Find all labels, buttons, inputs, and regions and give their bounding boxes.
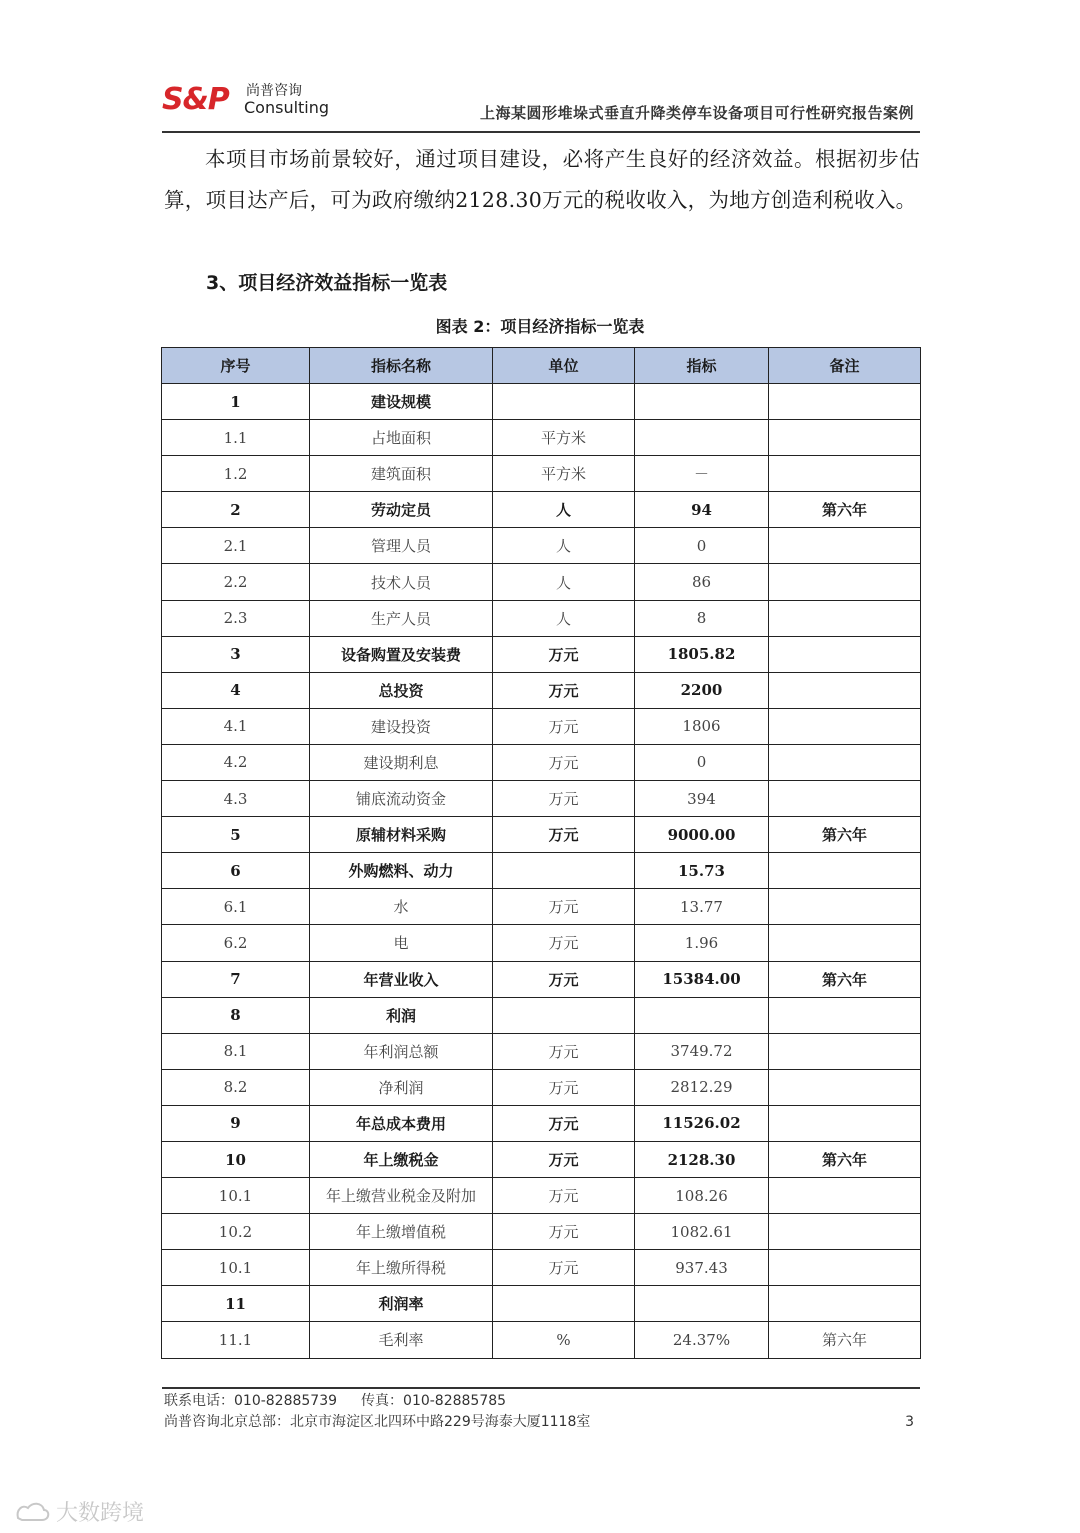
row-number-cell: 6: [162, 853, 310, 889]
unit-cell: 万元: [493, 1250, 635, 1286]
company-logo: [162, 78, 332, 118]
table-row: [162, 1250, 921, 1286]
table-row: [162, 672, 921, 708]
table-caption: 图表 2：项目经济指标一览表: [435, 317, 645, 336]
table-row: [162, 492, 921, 528]
row-number-cell: 1.1: [162, 420, 310, 456]
unit-cell: 平方米: [493, 456, 635, 492]
value-cell: 1082.61: [635, 1214, 769, 1250]
indicator-name-cell: 生产人员: [310, 600, 493, 636]
header-cell: 指标名称: [310, 348, 493, 384]
indicator-name-cell: 劳动定员: [310, 492, 493, 528]
table-row: [162, 1178, 921, 1214]
intro-paragraph: 本项目市场前景较好，通过项目建设，必将产生良好的经济效益。根据初步估算，项目达产后，可为政府缴纳2128.30万元的税收收入，为地方创造利税收入。: [164, 147, 920, 212]
value-cell: 94: [635, 492, 769, 528]
indicator-name-cell: 利润: [310, 997, 493, 1033]
note-cell: [769, 1105, 921, 1141]
value-cell: 937.43: [635, 1250, 769, 1286]
table-row: [162, 1141, 921, 1177]
row-number-cell: 6.2: [162, 925, 310, 961]
row-number-cell: 6.1: [162, 889, 310, 925]
row-number-cell: 2.3: [162, 600, 310, 636]
row-number-cell: 4.3: [162, 781, 310, 817]
value-cell: 2128.30: [635, 1141, 769, 1177]
table-row: [162, 925, 921, 961]
note-cell: [769, 564, 921, 600]
row-number-cell: 10.1: [162, 1178, 310, 1214]
table-row: [162, 1105, 921, 1141]
indicator-name-cell: 年上缴增值税: [310, 1214, 493, 1250]
indicator-name-cell: 铺底流动资金: [310, 781, 493, 817]
logo-english-name: Consulting: [244, 98, 330, 117]
watermark: [14, 1496, 144, 1527]
document-title: 上海某圆形堆垛式垂直升降类停车设备项目可行性研究报告案例: [479, 104, 914, 122]
value-cell: 2812.29: [635, 1069, 769, 1105]
note-cell: [769, 528, 921, 564]
note-cell: [769, 853, 921, 889]
table-header-row: [162, 348, 921, 384]
footer-fax: 传真：010-82885785: [361, 1393, 507, 1409]
unit-cell: 万元: [493, 636, 635, 672]
note-cell: [769, 384, 921, 420]
table-row: [162, 456, 921, 492]
unit-cell: 万元: [493, 781, 635, 817]
header-cell: 单位: [493, 348, 635, 384]
indicator-name-cell: 年利润总额: [310, 1033, 493, 1069]
indicator-name-cell: 年总成本费用: [310, 1105, 493, 1141]
indicator-name-cell: 毛利率: [310, 1322, 493, 1358]
value-cell: 0: [635, 744, 769, 780]
row-number-cell: 4: [162, 672, 310, 708]
note-cell: [769, 600, 921, 636]
unit-cell: 万元: [493, 1033, 635, 1069]
unit-cell: 万元: [493, 961, 635, 997]
unit-cell: 人: [493, 492, 635, 528]
table-row: [162, 1322, 921, 1358]
unit-cell: 万元: [493, 1214, 635, 1250]
indicator-name-cell: 年上缴营业税金及附加: [310, 1178, 493, 1214]
note-cell: [769, 420, 921, 456]
row-number-cell: 10.1: [162, 1250, 310, 1286]
indicator-name-cell: 利润率: [310, 1286, 493, 1322]
indicator-name-cell: 电: [310, 925, 493, 961]
value-cell: 0: [635, 528, 769, 564]
table-row: [162, 528, 921, 564]
table-row: [162, 817, 921, 853]
note-cell: 第六年: [769, 492, 921, 528]
page-number: 3: [905, 1414, 914, 1430]
unit-cell: 人: [493, 528, 635, 564]
unit-cell: 万元: [493, 672, 635, 708]
page-footer: [164, 1391, 920, 1433]
indicator-name-cell: 占地面积: [310, 420, 493, 456]
note-cell: 第六年: [769, 1141, 921, 1177]
table-row: [162, 889, 921, 925]
table-row: [162, 961, 921, 997]
value-cell: 13.77: [635, 889, 769, 925]
value-cell: 394: [635, 781, 769, 817]
header-cell: 序号: [162, 348, 310, 384]
page-header: [162, 74, 920, 130]
logo-mark: S&P: [162, 82, 229, 117]
unit-cell: 万元: [493, 1141, 635, 1177]
indicator-name-cell: 年上缴所得税: [310, 1250, 493, 1286]
section-title: 3、项目经济效益指标一览表: [206, 272, 448, 294]
indicator-name-cell: 原辅材料采购: [310, 817, 493, 853]
note-cell: [769, 997, 921, 1033]
row-number-cell: 8.2: [162, 1069, 310, 1105]
value-cell: [635, 1286, 769, 1322]
note-cell: [769, 1033, 921, 1069]
table-row: [162, 636, 921, 672]
indicator-name-cell: 总投资: [310, 672, 493, 708]
value-cell: 108.26: [635, 1178, 769, 1214]
note-cell: 第六年: [769, 1322, 921, 1358]
note-cell: [769, 1286, 921, 1322]
unit-cell: 万元: [493, 817, 635, 853]
table-row: [162, 564, 921, 600]
unit-cell: [493, 997, 635, 1033]
footer-phone: 联系电话：010-82885739: [164, 1393, 338, 1409]
note-cell: [769, 1214, 921, 1250]
row-number-cell: 7: [162, 961, 310, 997]
row-number-cell: 4.2: [162, 744, 310, 780]
watermark-logo-icon: [14, 1500, 52, 1524]
indicator-name-cell: 净利润: [310, 1069, 493, 1105]
indicator-name-cell: 建设期利息: [310, 744, 493, 780]
indicator-name-cell: 水: [310, 889, 493, 925]
unit-cell: 平方米: [493, 420, 635, 456]
unit-cell: 万元: [493, 1178, 635, 1214]
row-number-cell: 2: [162, 492, 310, 528]
indicator-name-cell: 外购燃料、动力: [310, 853, 493, 889]
row-number-cell: 11: [162, 1286, 310, 1322]
value-cell: [635, 997, 769, 1033]
economic-indicators-table: [161, 347, 921, 1359]
table-row: [162, 420, 921, 456]
unit-cell: 人: [493, 564, 635, 600]
unit-cell: [493, 853, 635, 889]
table-row: [162, 997, 921, 1033]
table-row: [162, 1286, 921, 1322]
footer-address: 尚普咨询北京总部：北京市海淀区北四环中路229号海泰大厦1118室: [164, 1414, 591, 1430]
value-cell: 9000.00: [635, 817, 769, 853]
row-number-cell: 1: [162, 384, 310, 420]
indicator-name-cell: 建筑面积: [310, 456, 493, 492]
note-cell: [769, 636, 921, 672]
value-cell: 1.96: [635, 925, 769, 961]
footer-divider: [162, 1387, 920, 1389]
logo-chinese-name: 尚普咨询: [246, 83, 302, 99]
value-cell: 15.73: [635, 853, 769, 889]
value-cell: 86: [635, 564, 769, 600]
unit-cell: 万元: [493, 1105, 635, 1141]
unit-cell: 万元: [493, 925, 635, 961]
indicator-name-cell: 管理人员: [310, 528, 493, 564]
table-row: [162, 853, 921, 889]
row-number-cell: 3: [162, 636, 310, 672]
unit-cell: %: [493, 1322, 635, 1358]
value-cell: 2200: [635, 672, 769, 708]
indicator-name-cell: 年营业收入: [310, 961, 493, 997]
row-number-cell: 4.1: [162, 708, 310, 744]
row-number-cell: 9: [162, 1105, 310, 1141]
indicator-name-cell: 建设投资: [310, 708, 493, 744]
row-number-cell: 8: [162, 997, 310, 1033]
watermark-text: 大数跨境: [56, 1501, 145, 1526]
note-cell: 第六年: [769, 961, 921, 997]
value-cell: 3749.72: [635, 1033, 769, 1069]
note-cell: [769, 925, 921, 961]
note-cell: [769, 672, 921, 708]
row-number-cell: 10.2: [162, 1214, 310, 1250]
table-row: [162, 600, 921, 636]
table-row: [162, 1033, 921, 1069]
row-number-cell: 11.1: [162, 1322, 310, 1358]
row-number-cell: 8.1: [162, 1033, 310, 1069]
value-cell: －: [635, 456, 769, 492]
indicator-name-cell: 技术人员: [310, 564, 493, 600]
note-cell: [769, 456, 921, 492]
unit-cell: [493, 1286, 635, 1322]
value-cell: 24.37%: [635, 1322, 769, 1358]
note-cell: [769, 1250, 921, 1286]
row-number-cell: 5: [162, 817, 310, 853]
unit-cell: 人: [493, 600, 635, 636]
value-cell: 8: [635, 600, 769, 636]
note-cell: [769, 889, 921, 925]
unit-cell: 万元: [493, 889, 635, 925]
note-cell: [769, 781, 921, 817]
indicator-name-cell: 年上缴税金: [310, 1141, 493, 1177]
indicator-name-cell: 设备购置及安装费: [310, 636, 493, 672]
row-number-cell: 1.2: [162, 456, 310, 492]
table-row: [162, 1214, 921, 1250]
value-cell: 1806: [635, 708, 769, 744]
note-cell: [769, 708, 921, 744]
value-cell: 11526.02: [635, 1105, 769, 1141]
row-number-cell: 2.1: [162, 528, 310, 564]
unit-cell: 万元: [493, 708, 635, 744]
indicator-name-cell: 建设规模: [310, 384, 493, 420]
note-cell: [769, 1178, 921, 1214]
note-cell: [769, 744, 921, 780]
value-cell: 15384.00: [635, 961, 769, 997]
note-cell: [769, 1069, 921, 1105]
header-cell: 指标: [635, 348, 769, 384]
value-cell: [635, 420, 769, 456]
table-row: [162, 1069, 921, 1105]
table-row: [162, 744, 921, 780]
value-cell: [635, 384, 769, 420]
header-cell: 备注: [769, 348, 921, 384]
unit-cell: 万元: [493, 744, 635, 780]
value-cell: 1805.82: [635, 636, 769, 672]
table-row: [162, 708, 921, 744]
table-row: [162, 384, 921, 420]
unit-cell: [493, 384, 635, 420]
row-number-cell: 2.2: [162, 564, 310, 600]
unit-cell: 万元: [493, 1069, 635, 1105]
table-row: [162, 781, 921, 817]
row-number-cell: 10: [162, 1141, 310, 1177]
note-cell: 第六年: [769, 817, 921, 853]
header-divider: [162, 131, 920, 133]
